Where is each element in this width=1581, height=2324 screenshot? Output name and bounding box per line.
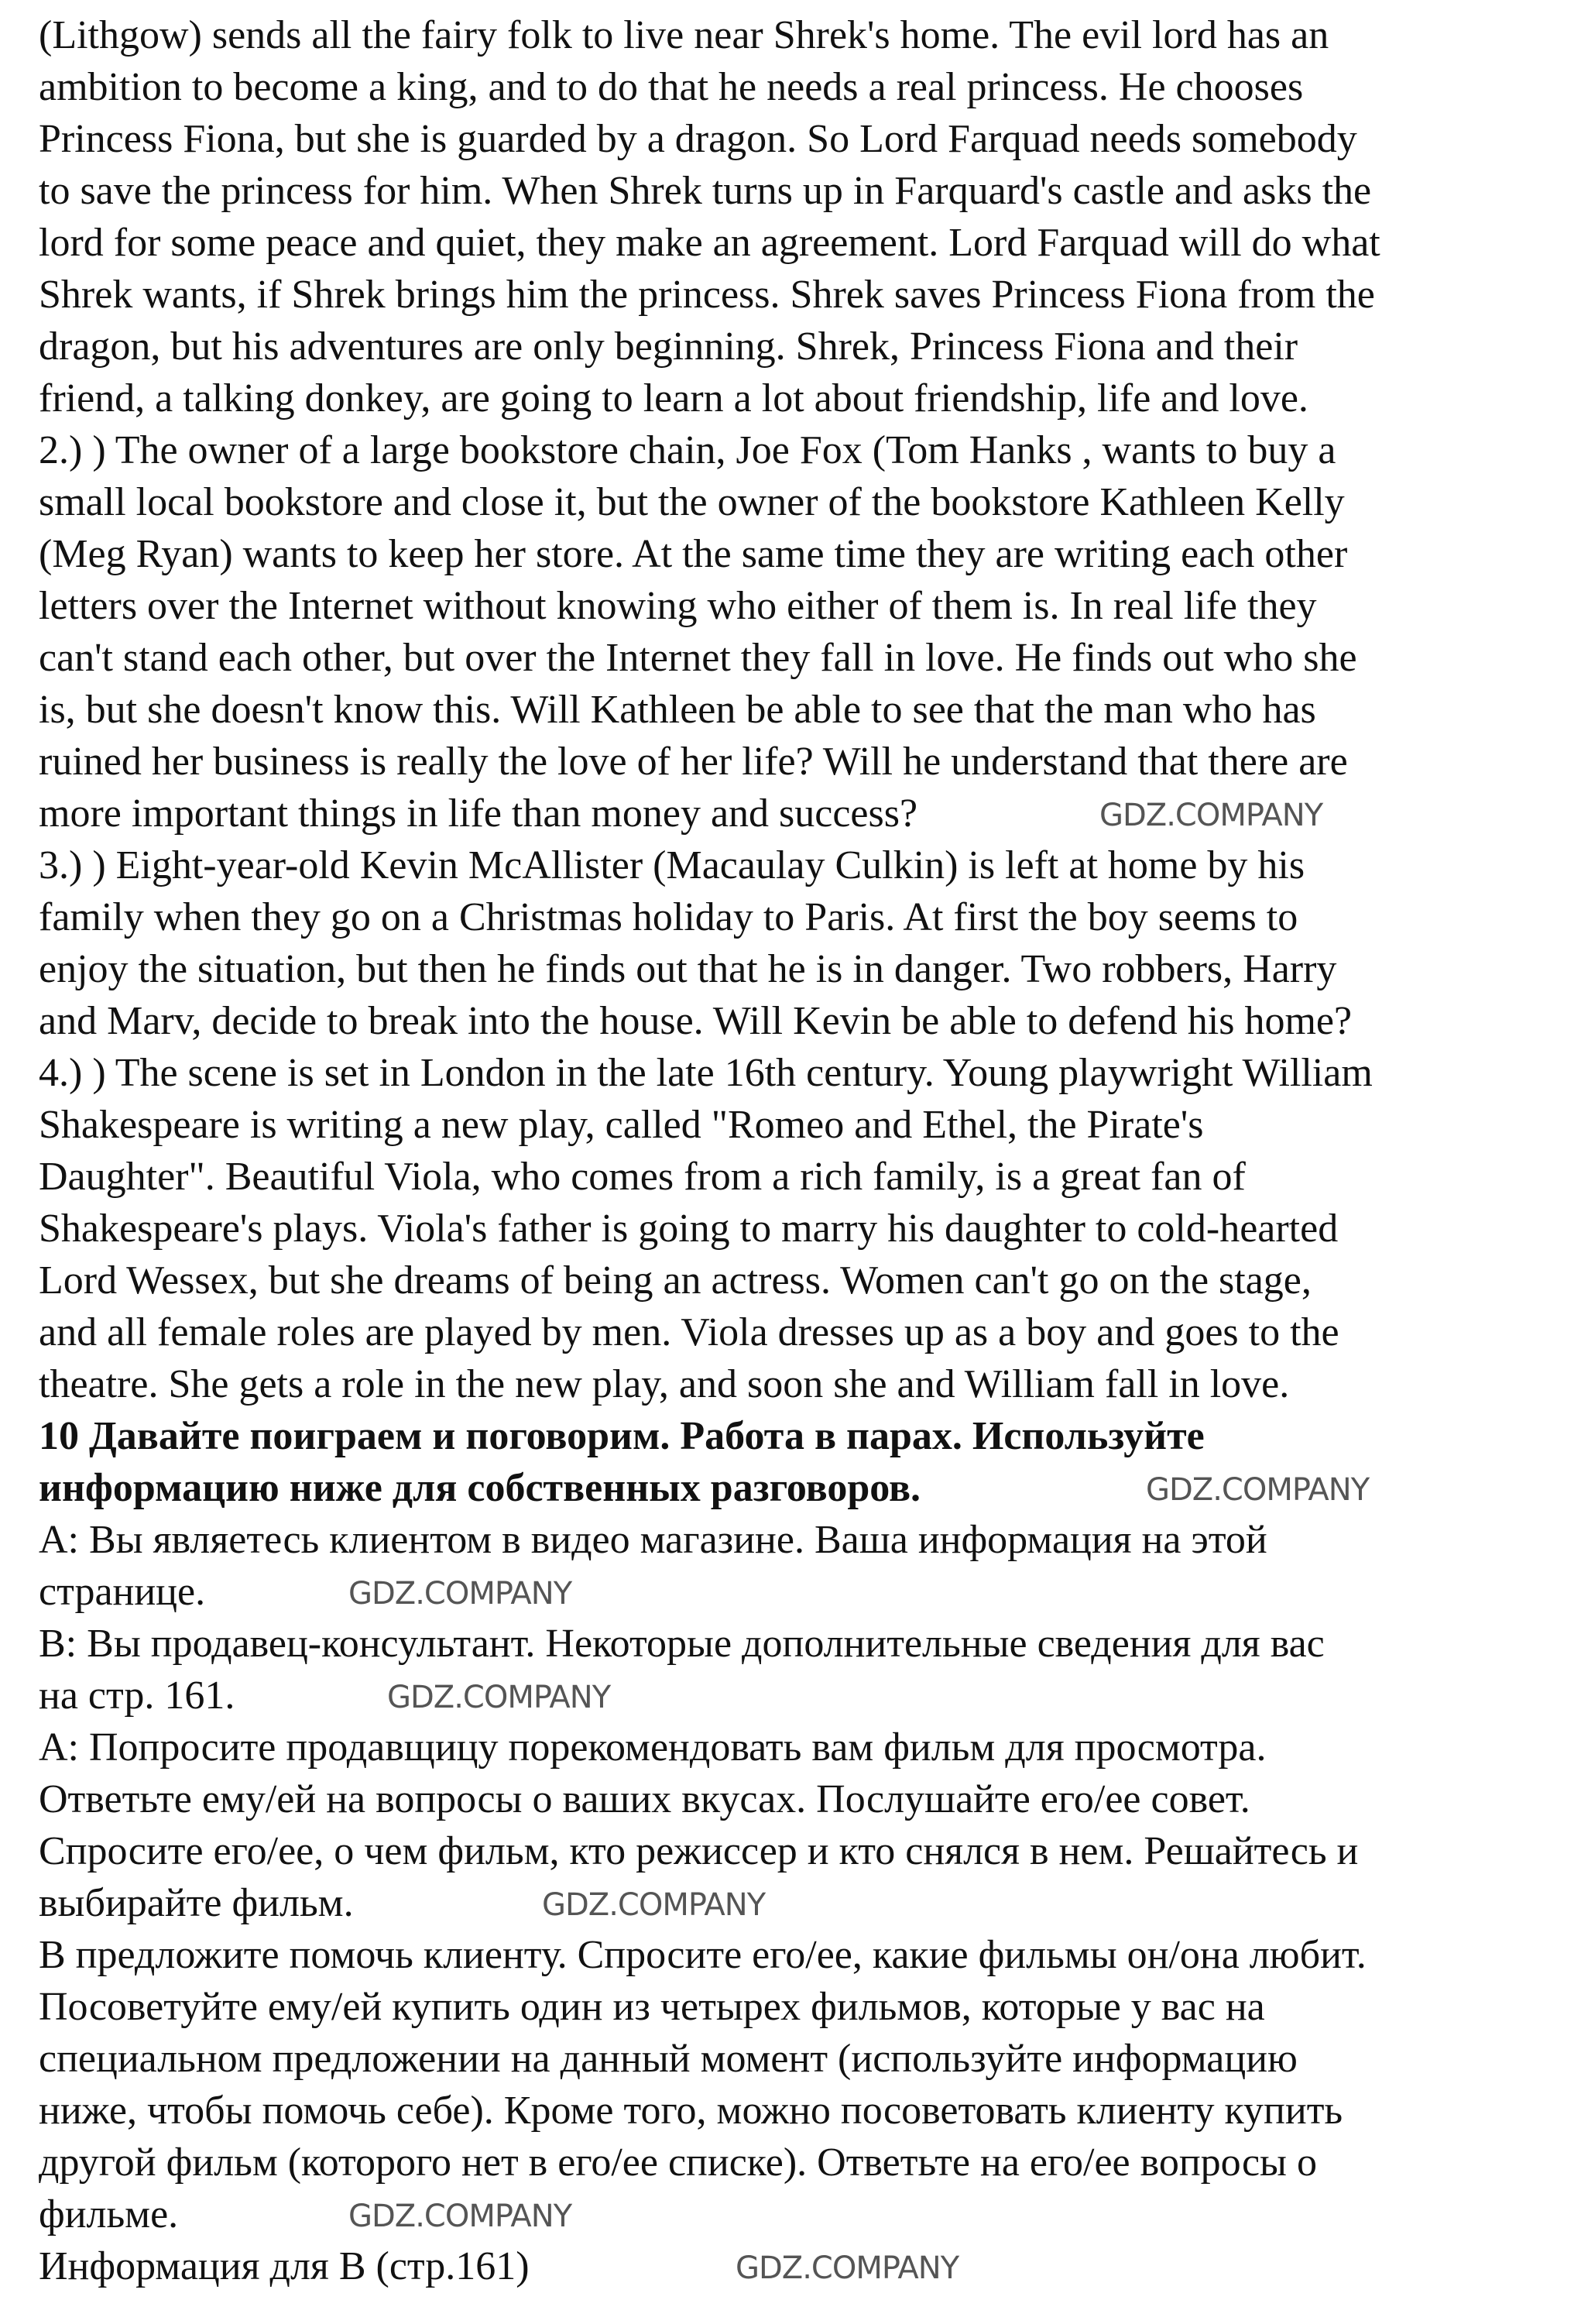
heading-line: 10 Давайте поиграем и поговорим. Работа в парах. Используйте — [39, 1414, 1205, 1458]
text-line: А: Попросите продавщицу порекомендовать вам фильм для просмотра. — [39, 1725, 1267, 1770]
text-line: enjoy the situation, but then he finds out that he is in danger. Two robbers, Harry — [39, 947, 1337, 991]
text-line: letters over the Internet without knowing who either of them is. In real life they — [39, 584, 1317, 628]
watermark: GDZ.COMPANY — [1146, 1472, 1370, 1508]
text-line: Princess Fiona, but she is guarded by a dragon. So Lord Farquad needs somebody — [39, 117, 1357, 161]
document-page — [39, 9, 1380, 2292]
text-line: странице. — [39, 1570, 206, 1614]
text-line: and all female roles are played by men. Viola dresses up as a boy and goes to the — [39, 1310, 1339, 1354]
text-line: ruined her business is really the love of her life? Will he understand that there are — [39, 740, 1348, 784]
watermark: GDZ.COMPANY — [542, 1887, 766, 1923]
text-line: small local bookstore and close it, but the owner of the bookstore Kathleen Kelly — [39, 480, 1345, 524]
text-line: специальном предложении на данный момент (используйте информацию — [39, 2037, 1298, 2081]
text-line: фильме. — [39, 2192, 179, 2236]
watermark: GDZ.COMPANY — [1099, 798, 1323, 833]
text-line: другой фильм (которого нет в его/ее списке). Ответьте на его/ее вопросы о — [39, 2140, 1317, 2185]
heading-line: информацию ниже для собственных разговоров. — [39, 1466, 921, 1510]
watermark: GDZ.COMPANY — [348, 2199, 572, 2234]
text-line: Информация для В (стр.161) — [39, 2244, 530, 2288]
text-line: Daughter". Beautiful Viola, who comes from a rich family, is a great fan of — [39, 1155, 1246, 1199]
text-line: lord for some peace and quiet, they make an agreement. Lord Farquad will do what — [39, 221, 1380, 265]
text-line: ambition to become a king, and to do that he needs a real princess. He chooses — [39, 65, 1304, 109]
text-line: friend, a talking donkey, are going to learn a lot about friendship, life and love. — [39, 376, 1308, 421]
text-line: dragon, but his adventures are only beginning. Shrek, Princess Fiona and their — [39, 324, 1298, 369]
text-line: to save the princess for him. When Shrek turns up in Farquard's castle and asks the — [39, 169, 1372, 213]
text-line: and Marv, decide to break into the house. Will Kevin be able to defend his home? — [39, 999, 1353, 1043]
text-line: can't stand each other, but over the Internet they fall in love. He finds out who she — [39, 636, 1357, 680]
watermark: GDZ.COMPANY — [736, 2250, 959, 2286]
text-line: is, but she doesn't know this. Will Kathleen be able to see that the man who has — [39, 688, 1316, 732]
text-line: Посоветуйте ему/ей купить один из четырех фильмов, которые у вас на — [39, 1985, 1265, 2029]
text-line: 3.) ) Eight-year-old Kevin McAllister (Macaulay Culkin) is left at home by his — [39, 843, 1305, 887]
watermark: GDZ.COMPANY — [387, 1680, 611, 1715]
text-line: выбирайте фильм. — [39, 1881, 354, 1925]
text-line: Спросите его/ее, о чем фильм, кто режиссер и кто снялся в нем. Решайтесь и — [39, 1829, 1359, 1873]
text-line: Lord Wessex, but she dreams of being an actress. Women can't go on the stage, — [39, 1258, 1312, 1303]
text-line: Ответьте ему/ей на вопросы о ваших вкусах. Послушайте его/ее совет. — [39, 1777, 1250, 1821]
text-line: B: Вы продавец-консультант. Некоторые дополнительные сведения для вас — [39, 1622, 1325, 1666]
text-line: Shrek wants, if Shrek brings him the princess. Shrek saves Princess Fiona from the — [39, 273, 1375, 317]
text-line: more important things in life than money and success? — [39, 791, 918, 836]
text-line: ниже, чтобы помочь себе). Кроме того, можно посоветовать клиенту купить — [39, 2089, 1343, 2133]
text-line: theatre. She gets a role in the new play, and soon she and William fall in love. — [39, 1362, 1290, 1406]
text-line: 4.) ) The scene is set in London in the late 16th century. Young playwright William — [39, 1051, 1373, 1095]
text-line: Shakespeare is writing a new play, called "Romeo and Ethel, the Pirate's — [39, 1103, 1204, 1147]
text-line: В предложите помочь клиенту. Спросите его/ее, какие фильмы он/она любит. — [39, 1933, 1367, 1977]
text-line: (Lithgow) sends all the fairy folk to live near Shrek's home. The evil lord has an — [39, 13, 1329, 57]
text-line: 2.) ) The owner of a large bookstore chain, Joe Fox (Tom Hanks , wants to buy a — [39, 428, 1336, 472]
text-line: на стр. 161. — [39, 1673, 235, 1718]
text-line: family when they go on a Christmas holiday to Paris. At first the boy seems to — [39, 895, 1298, 939]
text-line: (Meg Ryan) wants to keep her store. At the same time they are writing each other — [39, 532, 1348, 576]
text-line: Shakespeare's plays. Viola's father is going to marry his daughter to cold-hearted — [39, 1207, 1339, 1251]
watermark: GDZ.COMPANY — [348, 1576, 572, 1612]
text-line: А: Вы являетесь клиентом в видео магазине. Ваша информация на этой — [39, 1518, 1267, 1562]
